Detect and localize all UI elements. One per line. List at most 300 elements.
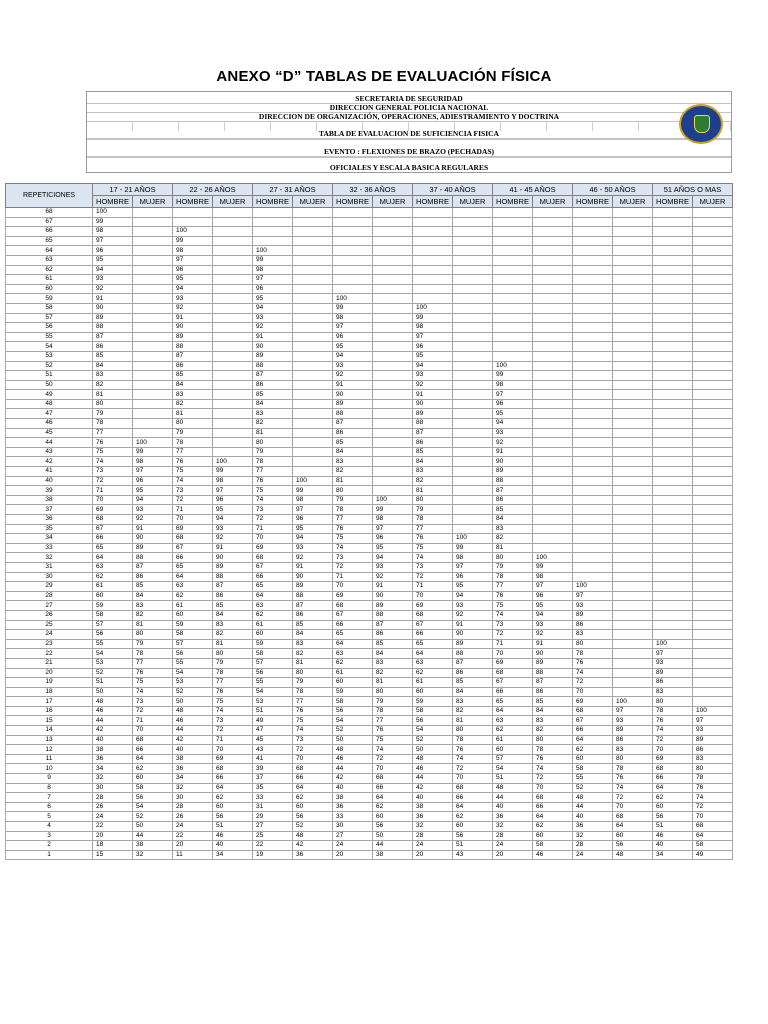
female-score-cell: 66	[293, 774, 333, 784]
female-score-cell: 64	[533, 812, 573, 822]
female-score-cell: 98	[293, 495, 333, 505]
male-score-cell	[653, 495, 693, 505]
male-score-cell	[493, 342, 533, 352]
male-score-cell: 92	[413, 380, 453, 390]
female-score-cell	[533, 467, 573, 477]
female-score-cell	[693, 620, 733, 630]
female-score-cell: 94	[133, 495, 173, 505]
male-score-cell: 78	[93, 419, 133, 429]
male-score-cell	[493, 313, 533, 323]
female-score-cell: 44	[373, 841, 413, 851]
female-score-cell: 100	[213, 457, 253, 467]
female-score-cell	[453, 227, 493, 237]
female-score-cell: 92	[453, 610, 493, 620]
male-score-cell: 91	[173, 313, 213, 323]
male-score-cell: 81	[93, 390, 133, 400]
male-score-cell: 79	[413, 505, 453, 515]
female-score-cell	[213, 246, 253, 256]
female-score-cell: 62	[373, 802, 413, 812]
male-subheader: HOMBRE	[333, 196, 373, 208]
table-row	[6, 486, 733, 496]
table-row	[6, 601, 733, 611]
female-score-cell: 84	[293, 630, 333, 640]
male-score-cell: 36	[413, 812, 453, 822]
female-score-cell: 87	[373, 620, 413, 630]
header-rule	[87, 157, 731, 158]
female-score-cell: 70	[373, 764, 413, 774]
female-score-cell: 58	[693, 841, 733, 851]
female-score-cell	[693, 543, 733, 553]
male-score-cell	[573, 553, 613, 563]
female-score-cell: 74	[693, 793, 733, 803]
repetitions-cell: 9	[6, 774, 93, 784]
female-score-cell: 98	[533, 572, 573, 582]
female-score-cell: 72	[293, 745, 333, 755]
female-score-cell: 72	[693, 802, 733, 812]
female-score-cell	[213, 361, 253, 371]
male-score-cell: 91	[493, 447, 533, 457]
male-score-cell: 81	[333, 476, 373, 486]
female-score-cell: 91	[213, 543, 253, 553]
female-score-cell: 72	[373, 754, 413, 764]
repetitions-cell: 62	[6, 265, 93, 275]
female-score-cell: 32	[133, 850, 173, 860]
male-score-cell: 72	[333, 562, 373, 572]
female-score-cell	[373, 227, 413, 237]
female-score-cell	[613, 534, 653, 544]
male-score-cell: 79	[253, 447, 293, 457]
male-score-cell: 74	[333, 543, 373, 553]
repetitions-cell: 60	[6, 284, 93, 294]
female-score-cell	[133, 217, 173, 227]
table-row	[6, 754, 733, 764]
male-score-cell	[573, 534, 613, 544]
repetitions-cell: 34	[6, 534, 93, 544]
male-score-cell: 24	[493, 841, 533, 851]
male-score-cell: 54	[413, 726, 453, 736]
female-score-cell	[533, 495, 573, 505]
male-score-cell	[573, 323, 613, 333]
male-score-cell	[413, 275, 453, 285]
male-score-cell: 62	[93, 572, 133, 582]
male-score-cell: 87	[93, 332, 133, 342]
male-score-cell: 98	[253, 265, 293, 275]
female-score-cell: 95	[373, 543, 413, 553]
male-score-cell	[493, 227, 533, 237]
repetitions-cell: 32	[6, 553, 93, 563]
male-score-cell: 89	[493, 467, 533, 477]
female-score-cell	[613, 332, 653, 342]
header-line-table-title: TABLA DE EVALUACION DE SUFICIENCIA FISICA	[87, 129, 731, 139]
male-score-cell: 72	[253, 515, 293, 525]
male-score-cell	[253, 227, 293, 237]
female-score-cell	[293, 428, 333, 438]
female-score-cell: 96	[453, 572, 493, 582]
table-row	[6, 332, 733, 342]
female-score-cell	[213, 399, 253, 409]
female-score-cell: 80	[693, 764, 733, 774]
female-score-cell	[693, 610, 733, 620]
female-score-cell: 89	[613, 726, 653, 736]
male-score-cell	[653, 227, 693, 237]
male-score-cell: 96	[413, 342, 453, 352]
female-score-cell	[293, 351, 333, 361]
male-score-cell	[653, 294, 693, 304]
male-score-cell: 33	[333, 812, 373, 822]
repetitions-cell: 52	[6, 361, 93, 371]
male-score-cell: 56	[173, 649, 213, 659]
male-score-cell	[253, 208, 293, 218]
male-score-cell: 100	[253, 246, 293, 256]
male-score-cell: 28	[573, 841, 613, 851]
female-score-cell	[533, 323, 573, 333]
female-score-cell	[533, 265, 573, 275]
female-score-cell	[613, 687, 653, 697]
male-score-cell	[573, 217, 613, 227]
female-score-cell	[293, 294, 333, 304]
female-score-cell	[453, 438, 493, 448]
female-score-cell: 52	[133, 812, 173, 822]
male-subheader: HOMBRE	[653, 196, 693, 208]
male-score-cell: 100	[413, 303, 453, 313]
male-score-cell	[653, 236, 693, 246]
female-score-cell	[613, 495, 653, 505]
female-score-cell	[613, 447, 653, 457]
female-score-cell	[293, 419, 333, 429]
male-score-cell: 52	[333, 726, 373, 736]
age-group-header: 46 - 50 AÑOS	[573, 184, 653, 196]
repetitions-cell: 12	[6, 745, 93, 755]
table-row	[6, 409, 733, 419]
female-score-cell: 97	[133, 467, 173, 477]
repetitions-cell: 33	[6, 543, 93, 553]
female-score-cell: 82	[453, 706, 493, 716]
female-score-cell: 86	[133, 572, 173, 582]
male-score-cell	[573, 543, 613, 553]
female-score-cell: 89	[533, 658, 573, 668]
female-score-cell	[373, 428, 413, 438]
male-score-cell: 64	[93, 553, 133, 563]
female-score-cell: 99	[373, 505, 413, 515]
male-score-cell: 84	[173, 380, 213, 390]
female-score-cell: 100	[693, 706, 733, 716]
male-score-cell: 73	[173, 486, 213, 496]
repetitions-cell: 20	[6, 668, 93, 678]
female-score-cell: 79	[293, 678, 333, 688]
female-score-cell: 100	[613, 697, 653, 707]
male-score-cell	[573, 303, 613, 313]
male-score-cell: 60	[173, 610, 213, 620]
male-score-cell: 70	[573, 687, 613, 697]
female-score-cell	[693, 467, 733, 477]
male-score-cell: 32	[573, 831, 613, 841]
female-score-cell	[613, 678, 653, 688]
male-score-cell: 65	[253, 582, 293, 592]
female-score-cell: 81	[293, 658, 333, 668]
table-row	[6, 399, 733, 409]
repetitions-cell: 45	[6, 428, 93, 438]
male-score-cell: 55	[93, 639, 133, 649]
female-score-cell: 98	[453, 553, 493, 563]
male-score-cell	[573, 524, 613, 534]
female-score-cell: 62	[293, 793, 333, 803]
female-score-cell	[613, 620, 653, 630]
female-score-cell	[453, 246, 493, 256]
age-group-header: 41 - 45 AÑOS	[493, 184, 573, 196]
male-score-cell: 79	[173, 428, 213, 438]
male-score-cell: 52	[173, 687, 213, 697]
male-score-cell: 51	[653, 822, 693, 832]
female-score-cell	[133, 265, 173, 275]
female-score-cell	[693, 323, 733, 333]
male-score-cell: 76	[333, 524, 373, 534]
female-subheader: MUJER	[373, 196, 413, 208]
female-score-cell	[293, 246, 333, 256]
male-score-cell: 76	[653, 716, 693, 726]
male-score-cell: 42	[333, 774, 373, 784]
female-score-cell	[133, 208, 173, 218]
female-score-cell	[133, 371, 173, 381]
male-score-cell: 76	[253, 476, 293, 486]
female-score-cell	[293, 399, 333, 409]
male-score-cell: 38	[413, 802, 453, 812]
female-score-cell	[613, 562, 653, 572]
female-score-cell	[613, 313, 653, 323]
male-score-cell: 64	[253, 591, 293, 601]
female-score-cell	[453, 217, 493, 227]
female-score-cell: 89	[133, 543, 173, 553]
male-score-cell: 77	[493, 582, 533, 592]
male-score-cell: 62	[253, 610, 293, 620]
table-row	[6, 447, 733, 457]
male-score-cell: 51	[93, 678, 133, 688]
male-score-cell: 99	[93, 217, 133, 227]
male-score-cell: 42	[173, 735, 213, 745]
female-score-cell	[133, 323, 173, 333]
male-score-cell: 24	[333, 841, 373, 851]
female-score-cell: 60	[533, 831, 573, 841]
header-line-directorate: DIRECCION GENERAL POLICIA NACIONAL	[87, 103, 731, 113]
male-score-cell: 56	[413, 716, 453, 726]
female-score-cell	[293, 217, 333, 227]
male-score-cell	[413, 255, 453, 265]
male-score-cell: 60	[93, 591, 133, 601]
female-score-cell: 82	[293, 649, 333, 659]
female-score-cell: 68	[613, 812, 653, 822]
male-score-cell: 89	[573, 610, 613, 620]
male-score-cell	[653, 409, 693, 419]
male-score-cell: 40	[93, 735, 133, 745]
male-score-cell: 30	[333, 822, 373, 832]
male-score-cell: 64	[333, 639, 373, 649]
male-score-cell: 75	[93, 447, 133, 457]
female-score-cell	[533, 534, 573, 544]
female-score-cell	[373, 409, 413, 419]
female-score-cell: 78	[293, 687, 333, 697]
female-score-cell: 91	[533, 639, 573, 649]
female-score-cell: 64	[693, 831, 733, 841]
female-score-cell	[533, 255, 573, 265]
male-score-cell	[413, 236, 453, 246]
repetitions-cell: 37	[6, 505, 93, 515]
male-score-cell	[493, 265, 533, 275]
female-score-cell	[613, 323, 653, 333]
female-score-cell	[533, 342, 573, 352]
female-score-cell	[533, 457, 573, 467]
female-score-cell	[613, 610, 653, 620]
female-score-cell	[613, 668, 653, 678]
female-score-cell	[613, 543, 653, 553]
table-row	[6, 323, 733, 333]
female-subheader: MUJER	[453, 196, 493, 208]
female-score-cell	[693, 630, 733, 640]
male-score-cell: 61	[173, 601, 213, 611]
female-score-cell	[293, 467, 333, 477]
male-score-cell: 99	[493, 371, 533, 381]
table-row	[6, 850, 733, 860]
male-score-cell: 32	[413, 822, 453, 832]
male-score-cell: 24	[173, 822, 213, 832]
male-score-cell: 80	[493, 553, 533, 563]
male-score-cell: 44	[493, 793, 533, 803]
male-score-cell: 56	[653, 812, 693, 822]
female-score-cell: 93	[133, 505, 173, 515]
male-score-cell	[653, 457, 693, 467]
female-score-cell	[693, 649, 733, 659]
female-score-cell	[213, 390, 253, 400]
male-score-cell: 74	[573, 668, 613, 678]
female-score-cell	[613, 217, 653, 227]
female-score-cell	[453, 294, 493, 304]
repetitions-cell: 55	[6, 332, 93, 342]
female-score-cell	[693, 447, 733, 457]
female-score-cell	[533, 390, 573, 400]
male-score-cell: 97	[253, 275, 293, 285]
female-score-cell: 99	[133, 447, 173, 457]
table-row	[6, 831, 733, 841]
repetitions-cell: 19	[6, 678, 93, 688]
repetitions-cell: 44	[6, 438, 93, 448]
male-score-cell	[653, 217, 693, 227]
female-score-cell: 68	[533, 793, 573, 803]
female-score-cell: 77	[213, 678, 253, 688]
female-score-cell	[213, 332, 253, 342]
male-score-cell	[413, 246, 453, 256]
repetitions-cell: 5	[6, 812, 93, 822]
female-score-cell: 46	[213, 831, 253, 841]
male-score-cell: 58	[173, 630, 213, 640]
female-score-cell: 76	[133, 668, 173, 678]
female-score-cell	[453, 495, 493, 505]
female-score-cell	[133, 246, 173, 256]
female-score-cell	[613, 208, 653, 218]
male-score-cell	[653, 591, 693, 601]
male-score-cell: 48	[173, 706, 213, 716]
male-score-cell: 65	[333, 630, 373, 640]
female-score-cell: 74	[453, 754, 493, 764]
female-score-cell	[133, 342, 173, 352]
male-score-cell: 80	[333, 486, 373, 496]
female-score-cell: 97	[213, 486, 253, 496]
female-score-cell: 70	[693, 812, 733, 822]
male-score-cell: 63	[333, 649, 373, 659]
female-score-cell: 83	[533, 716, 573, 726]
male-score-cell: 47	[253, 726, 293, 736]
male-score-cell: 67	[93, 524, 133, 534]
female-score-cell: 90	[133, 534, 173, 544]
female-score-cell: 76	[293, 706, 333, 716]
male-score-cell	[653, 553, 693, 563]
male-score-cell: 93	[493, 428, 533, 438]
female-score-cell: 52	[293, 822, 333, 832]
table-row	[6, 620, 733, 630]
male-score-cell: 59	[413, 697, 453, 707]
female-score-cell: 72	[453, 764, 493, 774]
male-score-cell: 35	[253, 783, 293, 793]
female-score-cell	[213, 409, 253, 419]
female-score-cell: 89	[213, 562, 253, 572]
male-score-cell	[573, 342, 613, 352]
male-score-cell: 83	[573, 630, 613, 640]
female-score-cell	[453, 409, 493, 419]
male-score-cell	[573, 409, 613, 419]
male-score-cell: 74	[653, 726, 693, 736]
male-score-cell: 68	[413, 610, 453, 620]
female-score-cell	[533, 505, 573, 515]
header-line-ministry: SECRETARIA DE SEGURIDAD	[87, 94, 731, 104]
male-score-cell: 84	[333, 447, 373, 457]
table-row	[6, 697, 733, 707]
female-score-cell	[213, 236, 253, 246]
male-score-cell: 59	[173, 620, 213, 630]
male-score-cell: 66	[653, 774, 693, 784]
male-score-cell: 64	[573, 735, 613, 745]
male-score-cell	[653, 534, 693, 544]
male-score-cell: 82	[93, 380, 133, 390]
female-score-cell: 82	[373, 668, 413, 678]
female-score-cell	[373, 275, 413, 285]
repetitions-cell: 57	[6, 313, 93, 323]
female-score-cell	[613, 371, 653, 381]
male-score-cell: 84	[253, 399, 293, 409]
male-score-cell: 40	[333, 783, 373, 793]
male-score-cell: 57	[93, 620, 133, 630]
male-score-cell: 59	[333, 687, 373, 697]
female-score-cell: 84	[373, 649, 413, 659]
female-score-cell	[213, 419, 253, 429]
female-score-cell	[293, 303, 333, 313]
male-score-cell: 60	[653, 802, 693, 812]
female-score-cell	[453, 265, 493, 275]
female-score-cell	[133, 313, 173, 323]
female-score-cell	[613, 294, 653, 304]
male-score-cell	[333, 227, 373, 237]
female-score-cell: 50	[133, 822, 173, 832]
male-score-cell: 71	[493, 639, 533, 649]
female-score-cell: 60	[613, 831, 653, 841]
female-subheader: MUJER	[133, 196, 173, 208]
female-score-cell: 92	[133, 515, 173, 525]
female-score-cell	[693, 582, 733, 592]
table-row	[6, 783, 733, 793]
table-row	[6, 562, 733, 572]
male-score-cell: 70	[173, 515, 213, 525]
male-score-cell	[493, 303, 533, 313]
male-score-cell	[493, 332, 533, 342]
male-score-cell: 75	[253, 486, 293, 496]
male-score-cell: 97	[573, 591, 613, 601]
table-row	[6, 543, 733, 553]
